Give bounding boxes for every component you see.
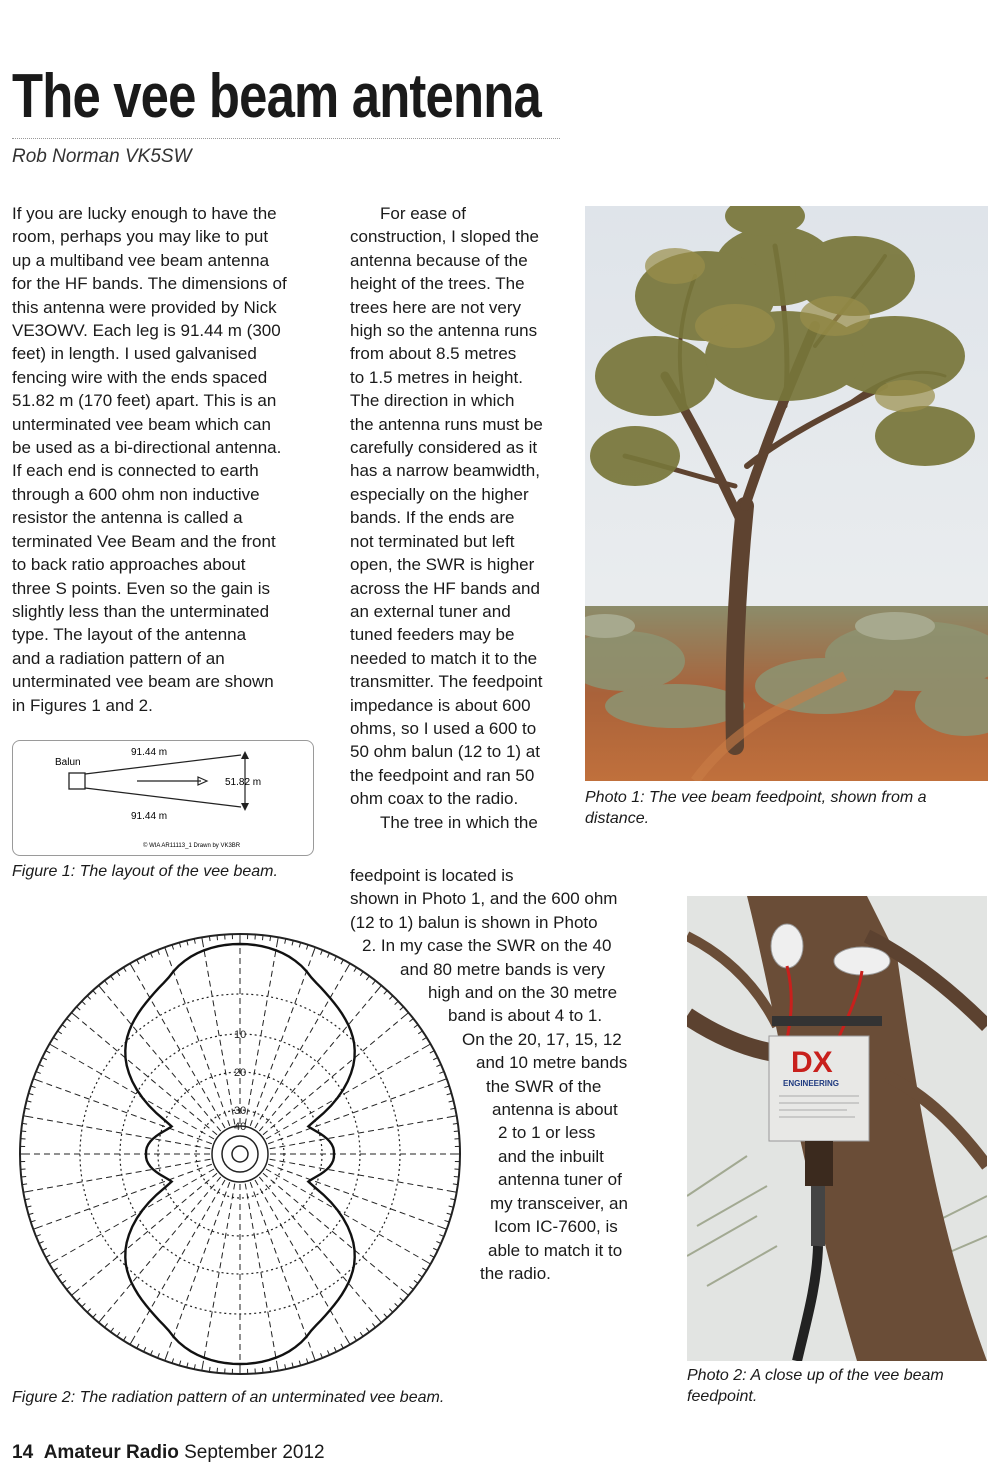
- radial-line: [106, 995, 220, 1131]
- text-line: the antenna runs must be: [350, 414, 543, 434]
- text-line: shown in Photo 1, and the 600 ohm: [350, 889, 618, 909]
- ring-label: 20: [234, 1067, 247, 1079]
- figure-credit: © WIA AR11113_1 Drawn by VK3BR: [143, 843, 241, 849]
- text-line: The direction in which: [350, 391, 515, 411]
- text-line: Icom IC-7600, is: [494, 1217, 618, 1237]
- photo-1-caption: Photo 1: The vee beam feedpoint, shown from a distance.: [585, 789, 927, 827]
- ring-label: 10: [234, 1029, 247, 1041]
- text-line: (12 to 1) balun is shown in Photo: [350, 912, 598, 932]
- photo-balun: [687, 896, 987, 1361]
- text-line: this antenna were provided by Nick: [12, 297, 277, 317]
- balun-label: Balun: [55, 757, 81, 768]
- grid-ring: [232, 1146, 248, 1162]
- text-line: unterminated vee beam which can: [12, 414, 271, 434]
- text-line: VE3OWV. Each leg is 91.44 m (300: [12, 321, 281, 341]
- text-line: for the HF bands. The dimensions of: [12, 274, 287, 294]
- text-line: and a radiation pattern of an: [12, 648, 225, 668]
- text-line: band is about 4 to 1.: [448, 1006, 603, 1026]
- text-line: resistor the antenna is called a: [12, 508, 243, 528]
- text-line: tuned feeders may be: [350, 625, 515, 645]
- text-line: three S points. Even so the gain is: [12, 578, 270, 598]
- text-line: trees here are not very: [350, 297, 522, 317]
- balun-sub-text: ENGINEERING: [783, 1079, 840, 1088]
- text-line: If you are lucky enough to have the: [12, 204, 277, 223]
- ring-label: 40: [234, 1121, 247, 1133]
- grid-ring: [212, 1126, 268, 1182]
- text-line: antenna is about: [492, 1100, 618, 1120]
- page-number: 14: [12, 1442, 34, 1463]
- text-line: to 1.5 metres in height.: [350, 367, 523, 387]
- magazine-name: Amateur Radio: [43, 1442, 179, 1463]
- text-line: has a narrow beamwidth,: [350, 461, 540, 481]
- text-line: antenna because of the: [350, 250, 528, 270]
- text-line: type. The layout of the antenna: [12, 625, 247, 645]
- text-line: high and on the 30 metre: [428, 983, 618, 1003]
- text-line: 51.82 m (170 feet) apart. This is an: [12, 391, 277, 411]
- text-line: 2 to 1 or less: [498, 1123, 596, 1143]
- text-line: and the inbuilt: [498, 1146, 604, 1166]
- text-line: transmitter. The feedpoint: [350, 672, 543, 692]
- text-line: terminated Vee Beam and the front: [12, 531, 276, 551]
- text-line: and 10 metre bands: [476, 1053, 628, 1073]
- text-line: be used as a bi-directional antenna.: [12, 438, 282, 458]
- text-line: bands. If the ends are: [350, 508, 515, 528]
- tree-illustration: [585, 206, 988, 781]
- text-line: impedance is about 600: [350, 695, 531, 715]
- text-line: especially on the higher: [350, 484, 529, 504]
- text-line: to back ratio approaches about: [12, 555, 246, 575]
- text-line: the feedpoint and ran 50: [350, 765, 535, 785]
- page-footer: [12, 1442, 325, 1464]
- article-column-1: [12, 202, 324, 717]
- radial-line: [35, 1159, 210, 1190]
- text-line: ohms, so I used a 600 to: [350, 718, 537, 738]
- text-line: from about 8.5 metres: [350, 344, 517, 364]
- radial-line: [270, 1159, 445, 1190]
- text-line: slightly less than the unterminated: [12, 601, 270, 621]
- text-line: the SWR of the: [486, 1076, 602, 1096]
- balun-illustration: [687, 896, 987, 1361]
- radial-line: [259, 1177, 373, 1313]
- radial-line: [204, 949, 235, 1124]
- article-title: The vee beam antenna: [12, 62, 541, 131]
- text-line: through a 600 ohm non inductive: [12, 484, 260, 504]
- leg-bottom-label: 91.44 m: [131, 811, 168, 822]
- text-line: fencing wire with the ends spaced: [12, 367, 268, 387]
- text-line: across the HF bands and: [350, 578, 540, 598]
- text-line: The tree in which the: [380, 812, 538, 832]
- radial-line: [245, 949, 276, 1124]
- text-line: up a multiband vee beam antenna: [12, 250, 270, 270]
- text-line: able to match it to: [488, 1240, 623, 1260]
- text-line: the radio.: [480, 1263, 551, 1283]
- ring-label: 30: [234, 1105, 247, 1117]
- text-line: and 80 metre bands is very: [400, 959, 606, 979]
- text-line: ohm coax to the radio.: [350, 789, 519, 809]
- figure-2-radiation-pattern: [10, 924, 470, 1384]
- article-column-2: [350, 202, 570, 834]
- leg-top-label: 91.44 m: [131, 747, 168, 758]
- text-line: antenna tuner of: [498, 1170, 622, 1190]
- figure-1-layout: [12, 740, 314, 856]
- text-line: not terminated but left: [350, 531, 515, 551]
- text-line: needed to match it to the: [350, 648, 538, 668]
- radial-line: [204, 1184, 235, 1359]
- grid-ring: [158, 1072, 322, 1236]
- text-line: in Figures 1 and 2.: [12, 695, 153, 715]
- text-line: open, the SWR is higher: [350, 555, 535, 575]
- figure-1-caption: Figure 1: The layout of the vee beam.: [12, 863, 278, 880]
- radial-line: [259, 995, 373, 1131]
- radial-line: [270, 1118, 445, 1149]
- text-line: On the 20, 17, 15, 12: [462, 1029, 622, 1049]
- radial-line: [266, 1169, 420, 1258]
- radial-line: [245, 1184, 276, 1359]
- photo-2-caption: Photo 2: A close up of the vee beam feedpoint.: [687, 1367, 944, 1405]
- photo-tree: [585, 206, 988, 781]
- text-line: an external tuner and: [350, 601, 511, 621]
- balun-brand-text: DX: [791, 1046, 833, 1079]
- radial-line: [35, 1118, 210, 1149]
- radial-line: [263, 1173, 399, 1287]
- figure-2-caption: Figure 2: The radiation pattern of an unterminated vee beam.: [12, 1389, 445, 1406]
- leg-bottom-line: [85, 788, 241, 807]
- text-line: 2. In my case the SWR on the 40: [362, 936, 612, 956]
- text-line: high so the antenna runs: [350, 321, 538, 341]
- text-line: height of the trees. The: [350, 274, 525, 294]
- text-line: If each end is connected to earth: [12, 461, 259, 481]
- radial-line: [106, 1177, 220, 1313]
- radial-line: [60, 1169, 214, 1258]
- text-line: For ease of: [380, 204, 466, 223]
- title-divider: [12, 138, 560, 139]
- text-line: 50 ohm balun (12 to 1) at: [350, 742, 540, 762]
- byline: Rob Norman VK5SW: [12, 146, 192, 167]
- radial-line: [81, 1173, 217, 1287]
- text-line: feedpoint is located is: [350, 866, 514, 885]
- text-line: my transceiver, an: [490, 1193, 628, 1213]
- text-line: room, perhaps you may like to put: [12, 227, 269, 247]
- issue-date: September 2012: [184, 1442, 325, 1463]
- text-line: unterminated vee beam are shown: [12, 672, 274, 692]
- balun-box: [69, 773, 85, 789]
- text-line: carefully considered as it: [350, 438, 538, 458]
- radial-line: [81, 1020, 217, 1134]
- spacing-label: 51.82 m: [225, 777, 262, 788]
- grid-ring: [222, 1136, 258, 1172]
- radial-line: [263, 1020, 399, 1134]
- text-line: feet) in length. I used galvanised: [12, 344, 257, 364]
- text-line: construction, I sloped the: [350, 227, 540, 247]
